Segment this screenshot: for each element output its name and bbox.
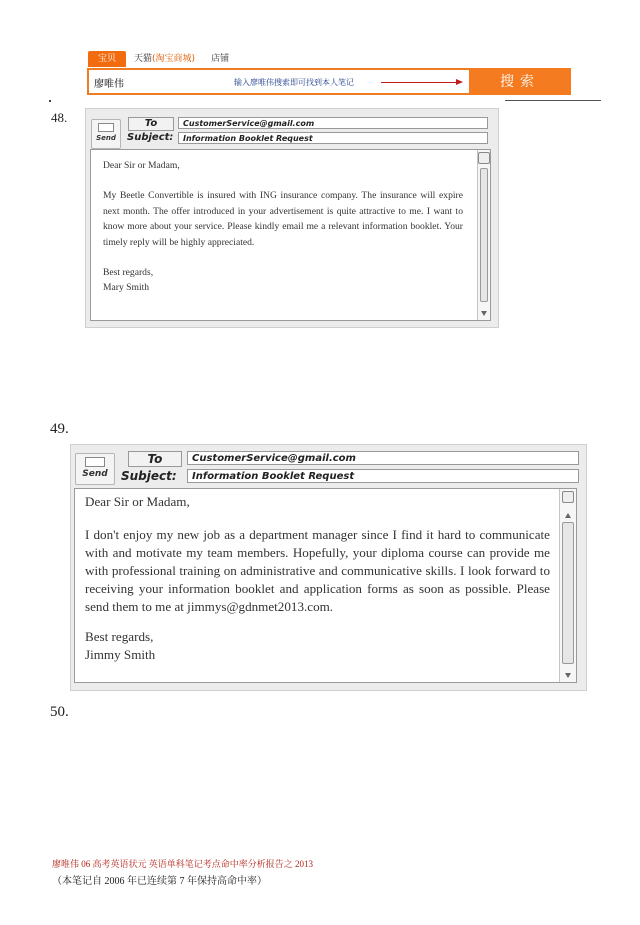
question-number-50: 50. xyxy=(50,704,69,720)
subject-field[interactable]: Information Booklet Request xyxy=(178,132,488,144)
tab-shop[interactable]: 店铺 xyxy=(211,54,230,64)
search-bar xyxy=(87,68,571,95)
message-text xyxy=(103,158,463,296)
search-button[interactable]: 搜索 xyxy=(469,68,571,95)
tab-baobei[interactable]: 宝贝 xyxy=(88,51,126,67)
signature: Mary Smith xyxy=(103,282,150,294)
to-field[interactable]: CustomerService@gmail.com xyxy=(187,451,579,465)
email-window-49 xyxy=(70,444,587,691)
email-window-48 xyxy=(85,108,499,328)
to-button[interactable]: To xyxy=(128,451,182,467)
scroll-up-icon[interactable] xyxy=(565,513,571,518)
body-paragraph: I don't enjoy my new job as a department manager since I find it hard to communicate with and motivate my team members. Hopefully, your diploma course can provide me with professional training on administrative and communicative skills. I look forward to receiving your information booklet and application forms as soon as possible. Please send them to me at jimmys@gdnmet2013.com. xyxy=(85,527,550,615)
spellcheck-icon[interactable] xyxy=(478,152,490,164)
send-button[interactable] xyxy=(75,453,115,485)
subject-label: Subject: xyxy=(121,469,177,483)
scrollbar[interactable] xyxy=(477,150,490,320)
scroll-thumb[interactable] xyxy=(480,168,488,302)
closing: Best regards, xyxy=(103,267,154,279)
message-text xyxy=(85,493,550,664)
envelope-icon xyxy=(85,457,105,467)
signature: Jimmy Smith xyxy=(85,646,156,662)
divider xyxy=(505,100,601,101)
tab-tmall[interactable] xyxy=(126,51,203,67)
footer-line-2: （本笔记自 2006 年已连续第 7 年保持高命中率） xyxy=(52,876,267,887)
dot-mark xyxy=(49,100,51,102)
tab-tmall-sub: (淘宝商城) xyxy=(152,54,196,64)
message-body[interactable] xyxy=(74,488,577,683)
question-number-49: 49. xyxy=(50,421,69,437)
scroll-down-icon[interactable] xyxy=(481,311,487,316)
scrollbar[interactable] xyxy=(559,489,576,682)
search-input[interactable]: 廖唯伟 xyxy=(94,79,124,90)
spellcheck-icon[interactable] xyxy=(562,491,574,503)
to-field[interactable]: CustomerService@gmail.com xyxy=(178,117,488,129)
scroll-thumb[interactable] xyxy=(562,522,574,664)
question-number-48: 48. xyxy=(51,110,68,125)
tab-tmall-label: 天猫 xyxy=(134,54,153,64)
search-tabs xyxy=(88,51,237,67)
envelope-icon xyxy=(98,123,114,132)
subject-label: Subject: xyxy=(127,132,174,143)
send-label: Send xyxy=(82,469,108,479)
footer-line-1: 廖唯伟 06 高考英语状元 英语单科笔记考点命中率分析报告之 2013 xyxy=(52,859,314,869)
greeting: Dear Sir or Madam, xyxy=(85,494,190,509)
to-button[interactable]: To xyxy=(128,117,174,131)
send-label: Send xyxy=(96,134,116,142)
message-body[interactable] xyxy=(90,149,491,321)
subject-field[interactable]: Information Booklet Request xyxy=(187,469,579,483)
search-hint: 输入廖唯伟搜索即可找到本人笔记 xyxy=(234,78,354,87)
greeting: Dear Sir or Madam, xyxy=(103,160,180,171)
scroll-down-icon[interactable] xyxy=(565,673,571,678)
body-paragraph: My Beetle Convertible is insured with ING insurance company. The insurance will expire next month. The offer introduced in your advertisement is quite attractive to me. I want to know more about your service. Please kindly email me a relevant information booklet. Your timely reply will be highly appreciated. xyxy=(103,190,463,248)
closing: Best regards, xyxy=(85,628,154,644)
arrow-right-icon xyxy=(381,82,461,83)
send-button[interactable] xyxy=(91,119,121,149)
